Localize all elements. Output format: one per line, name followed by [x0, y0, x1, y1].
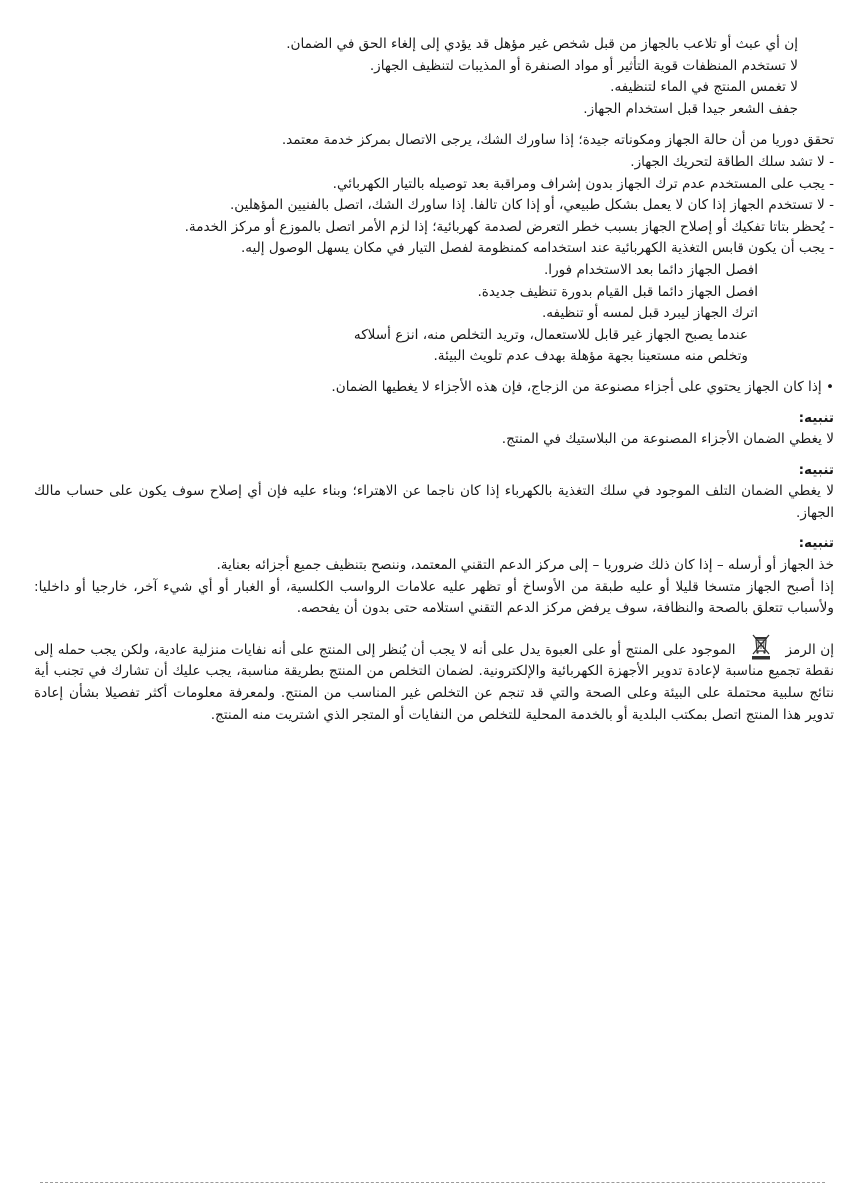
unplug-instructions-block [34, 260, 758, 325]
warning-title: تنبيه: [798, 409, 834, 426]
instruction-line: وتخلص منه مستعينا بجهة مؤهلة بهدف عدم تلويث البيئة. [433, 348, 748, 365]
instruction-line: لا تغمس المنتج في الماء لتنظيفه. [610, 79, 798, 96]
warning-service-center [34, 533, 834, 619]
glass-parts-note: • إذا كان الجهاز يحتوي على أجزاء مصنوعة من الزجاج، فإن هذه الأجزاء لا يغطيها الضمان. [331, 378, 834, 395]
warning-paragraph: إذا أصبح الجهاز متسخا قليلا أو عليه طبقة من الأوساخ أو تظهر عليه علامات الرواسب الكلسية، أو الغبار أو أي شيء آخر، خارجيا أو داخليا: ولأسباب تتعلق بالصحة والنظافة، سوف يرفض مركز الدعم التقني استلامه حتى بدون أن يفحصه. [34, 578, 834, 617]
instruction-line: لا تستخدم المنظفات قوية التأثير أو مواد الصنفرة أو المذيبات لتنظيف الجهاز. [369, 57, 798, 74]
warning-power-cord [34, 460, 834, 525]
instruction-line: - لا تستخدم الجهاز إذا كان لا يعمل بشكل طبيعي، أو إذا كان تالفا. إذا ساورك الشك، اتصل بالفنيين المؤهلين. [229, 197, 834, 214]
weee-disposal-paragraph [34, 634, 834, 726]
warning-text: لا يغطي الضمان التلف الموجود في سلك التغذية بالكهرباء إذا كان ناجما عن الاهتراء؛ وبناء عليه فإن أي إصلاح سوف يكون على حساب مالك الجهاز. [34, 483, 834, 521]
instruction-line: - لا تشد سلك الطاقة لتحريك الجهاز. [630, 153, 834, 170]
warning-paragraph: خذ الجهاز أو أرسله – إذا كان ذلك ضروريا – إلى مركز الدعم التقني المعتمد، وننصح بتنظيف جميع أجزائه بعناية. [216, 557, 834, 574]
warning-title: تنبيه: [798, 535, 834, 552]
page-bottom-divider [40, 1182, 825, 1183]
warning-title: تنبيه: [798, 461, 834, 478]
weee-text-after-icon: الموجود على المنتج أو على العبوة يدل على أنه لا يجب أن يُنظر إلى المنتج على أنه نفايات منزلية عادية، ولكن يجب حمله إلى نقطة تجميع مناسبة لإعادة تدوير الأجهزة الكهربائية والإلكترونية. لضمان التخلص من المنتج بطريقة مناسبة، يجب عليك أن تشارك في تجنب أية نتائج سلبية محتملة على البيئة وعلى الصحة والتي قد تنجم عن التخلص غير المناسب من المنتج. ولمعرفة معلومات أكثر تفصيلا بشأن إعادة تدوير هذا المنتج اتصل بمكتب البلدية أو بالخدمة المحلية للتخلص من النفايات أو المتجر الذي اشتريت منه المنتج. [34, 641, 834, 723]
safety-instructions-block [34, 130, 834, 260]
instruction-line: افصل الجهاز دائما بعد الاستخدام فورا. [543, 261, 758, 278]
manual-page [34, 34, 834, 726]
instruction-line: - يجب على المستخدم عدم ترك الجهاز بدون إشراف ومراقبة بعد توصيله بالتيار الكهربائي. [332, 175, 834, 192]
weee-text-before-icon: إن الرمز [785, 641, 834, 658]
instruction-line: - يجب أن يكون قابس التغذية الكهربائية عند استخدامه كمنظومة لفصل التيار في مكان يسهل الوصول إليه. [240, 240, 834, 257]
instruction-line: إن أي عبث أو تلاعب بالجهاز من قبل شخص غير مؤهل قد يؤدي إلى إلغاء الحق في الضمان. [286, 36, 798, 52]
instruction-line: اترك الجهاز ليبرد قبل لمسه أو تنظيفه. [541, 305, 758, 322]
instruction-line: تحقق دوريا من أن حالة الجهاز ومكوناته جيدة؛ إذا ساورك الشك، يرجى الاتصال بمركز خدمة معتمد. [281, 132, 834, 149]
crossed-out-wheelie-bin-icon [746, 634, 776, 660]
instruction-line: - يُحظر بتاتا تفكيك أو إصلاح الجهاز بسبب خطر التعرض لصدمة كهربائية؛ إذا لزم الأمر اتصل بالموزع أو مركز الخدمة. [184, 218, 834, 235]
instruction-line: افصل الجهاز دائما قبل القيام بدورة تنظيف جديدة. [477, 283, 758, 300]
cleaning-instructions-block [34, 34, 798, 120]
disposal-instructions-block [34, 325, 748, 368]
warning-text: لا يغطي الضمان الأجزاء المصنوعة من البلاستيك في المنتج. [501, 431, 834, 448]
warning-plastic-parts [34, 408, 834, 451]
instruction-line: جفف الشعر جيدا قبل استخدام الجهاز. [583, 100, 798, 117]
instruction-line: عندما يصبح الجهاز غير قابل للاستعمال، وتريد التخلص منه، انزع أسلاكه [353, 326, 748, 343]
